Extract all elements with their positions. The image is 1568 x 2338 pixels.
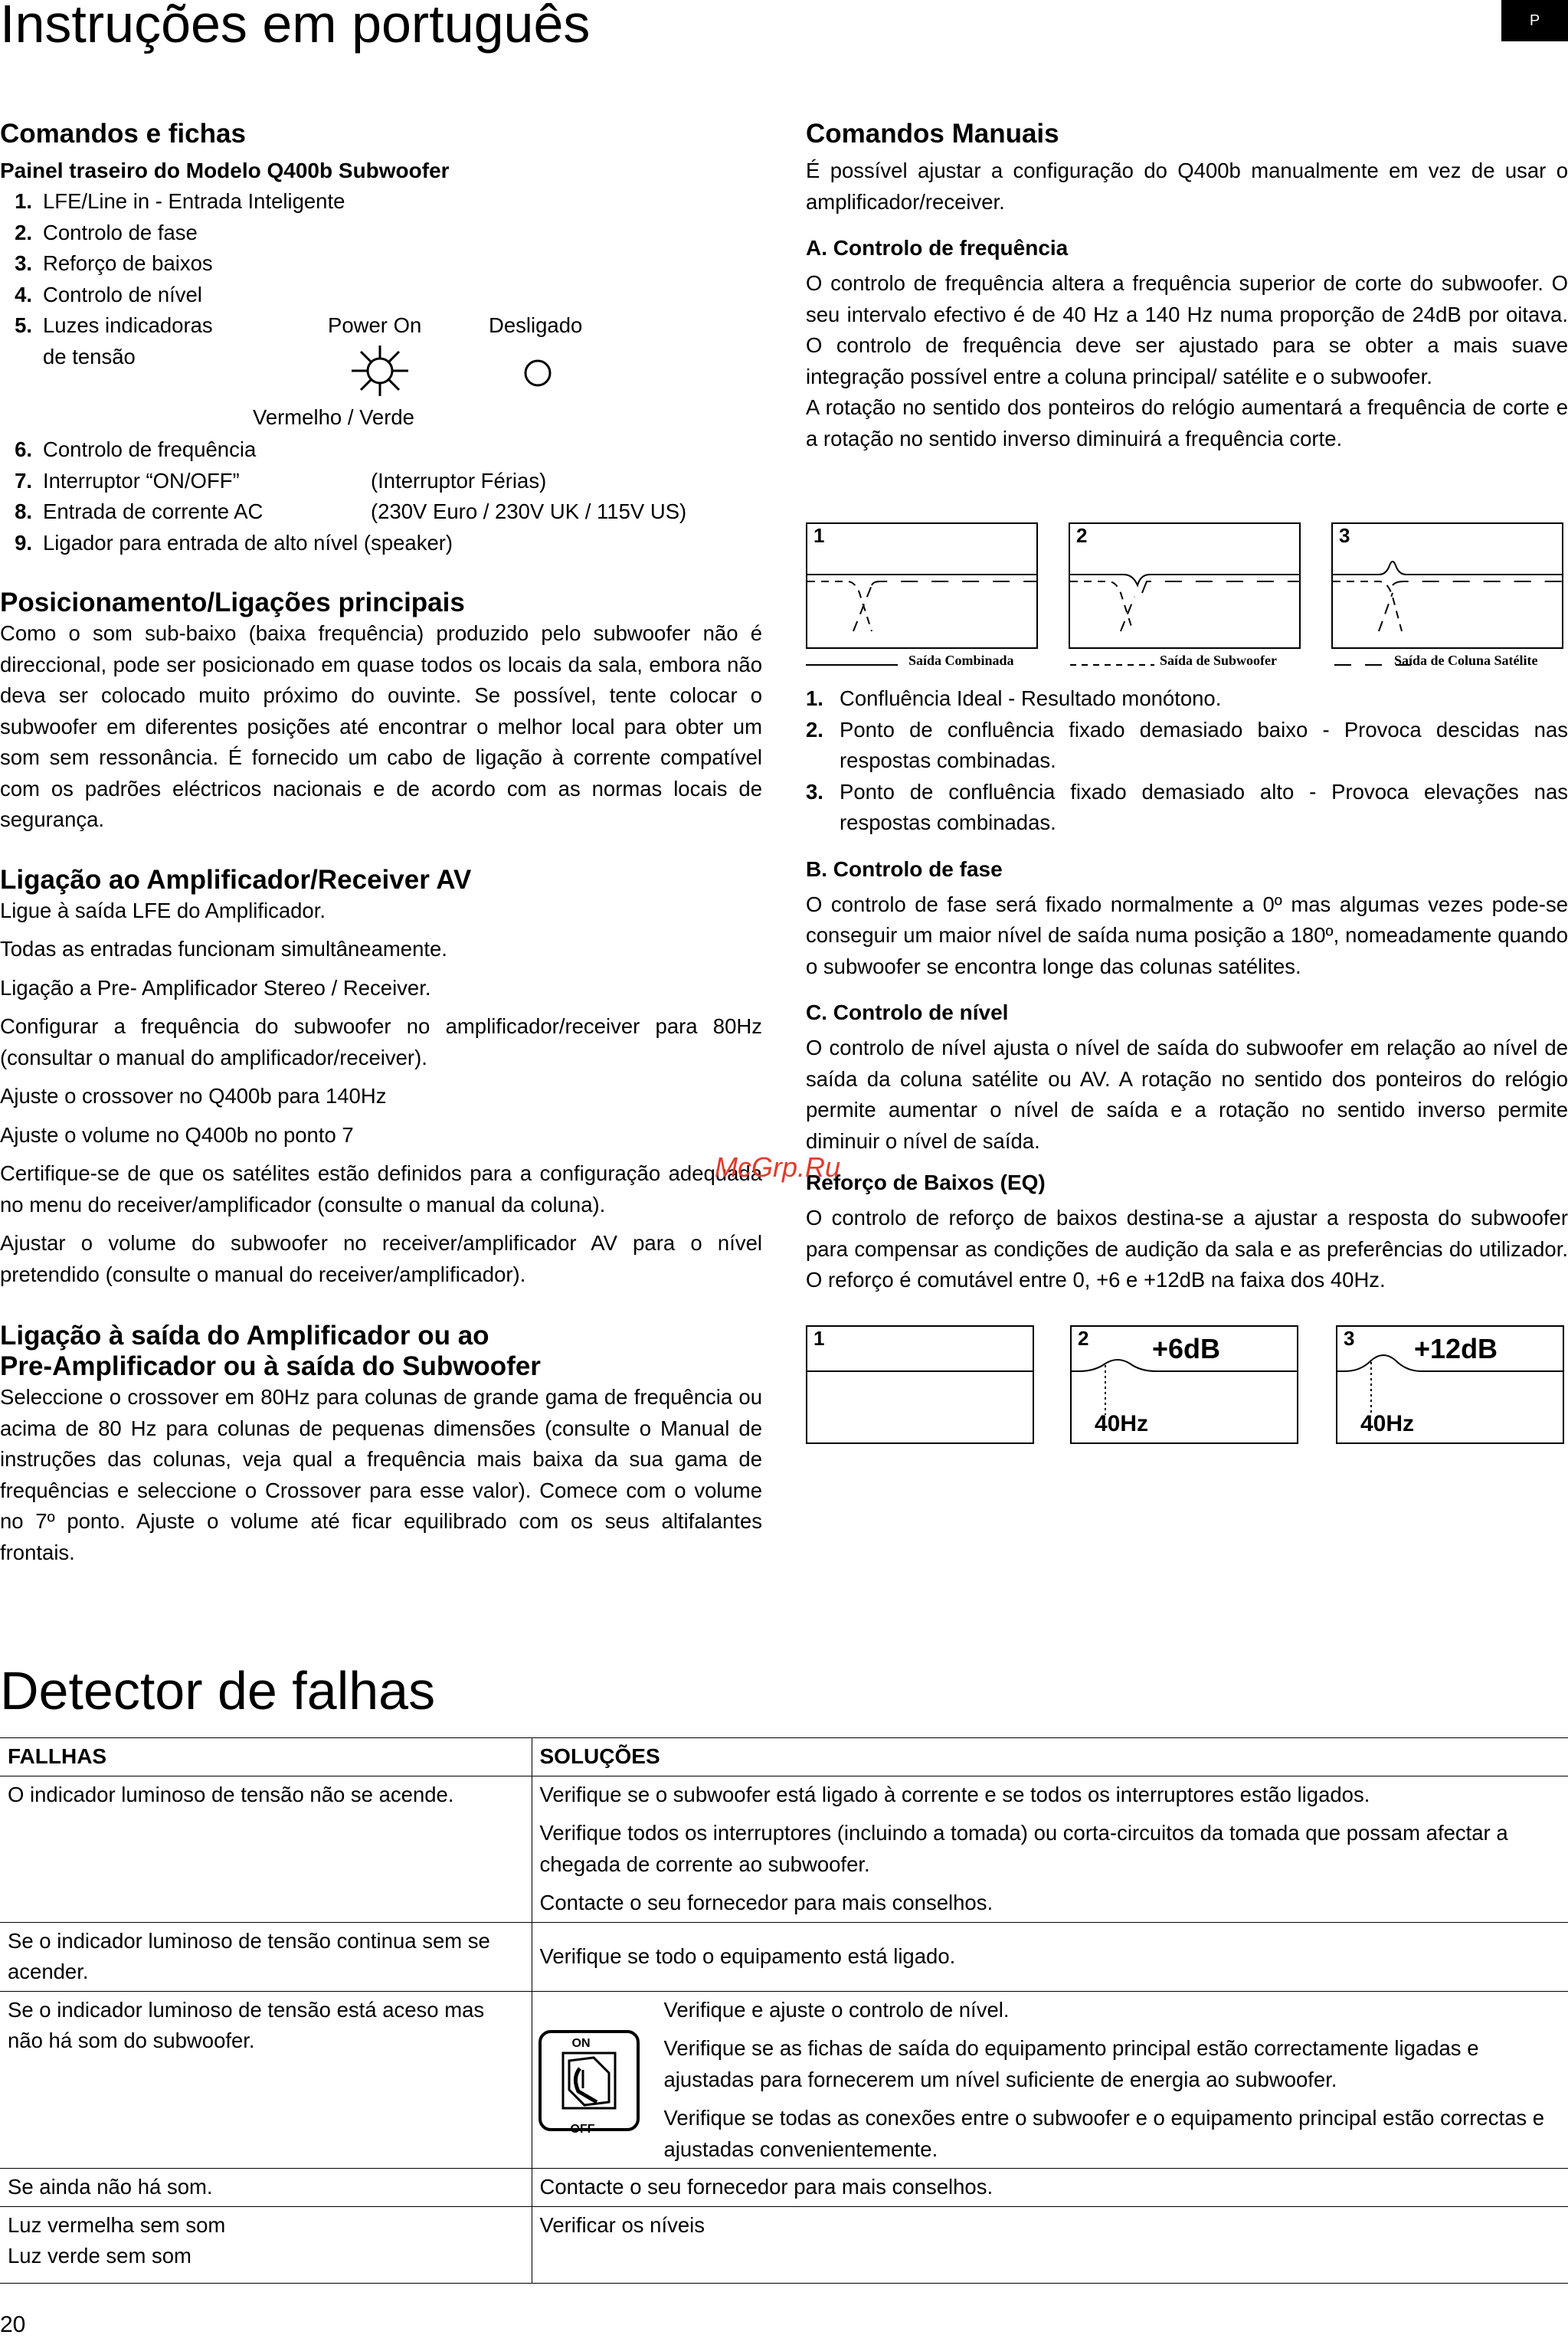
- panel-heading: Painel traseiro do Modelo Q400b Subwoofer: [0, 159, 450, 182]
- list-item: 1. Confluência Ideal - Resultado monótono.: [806, 686, 1222, 710]
- solution-cell: Verifique se o subwoofer está ligado à corrente e se todos os interruptores estão ligados. Verifique todos os interruptores (incluindo a tomada) ou corta-circuitos da tomada que possam afectar a chegada de corrente ao subwoofer. Contacte o seu fornecedor para mais conselhos.: [532, 1776, 1568, 1922]
- led-off-icon: [522, 358, 553, 388]
- paragraph: Ajuste o crossover no Q400b para 140Hz: [0, 1084, 387, 1108]
- phase-heading: B. Controlo de fase: [806, 856, 1003, 881]
- frequency-heading: A. Controlo de frequência: [806, 236, 1069, 260]
- paragraph: Configurar a frequência do subwoofer no amplificador/receiver para 80Hz (consultar o manual do amplificador/receiver).: [0, 1014, 762, 1069]
- panel-label: 3: [1339, 524, 1350, 547]
- switch-on-label: ON: [571, 2036, 591, 2050]
- section-heading-commands: Comandos e fichas: [0, 119, 246, 149]
- list-item: 9. Ligador para entrada de alto nível (speaker): [15, 530, 453, 555]
- solution-cell: ON OFF Verifique e ajuste o controlo de nível. Verifique se as fichas de saída do equipamento principal estão correctamente ligadas e ajustadas para fornecerem um nível suficiente de energia ao subwoofer. Verifique se todas as conexões entre o subwoofer e o equipamento principal estão correctas e ajustadas convenientemente.: [532, 1991, 1568, 2169]
- troubleshooting-table: [0, 1737, 1568, 2284]
- table-row: [0, 1991, 1568, 2169]
- column-header-faults: FALLHAS: [0, 1738, 532, 1776]
- eq-freq-label: 40Hz: [1360, 1411, 1415, 1436]
- fault-cell: Se o indicador luminoso de tensão continua sem se acender.: [0, 1922, 532, 1991]
- fault-cell: Se o indicador luminoso de tensão está aceso mas não há som do subwoofer.: [0, 1991, 532, 2169]
- list-item: 7. Interruptor “ON/OFF” (Interruptor Férias): [15, 468, 547, 493]
- paragraph: Certifique-se de que os satélites estão definidos para a configuração adequada no menu do receiver/amplificador (consulte o manual da coluna).: [0, 1161, 762, 1216]
- fault-cell: Se ainda não há som.: [0, 2169, 532, 2207]
- list-item: 6. Controlo de frequência: [15, 437, 257, 461]
- troubleshooting-title: Detector de falhas: [0, 1661, 436, 1721]
- paragraph: Todas as entradas funcionam simultâneamente.: [0, 937, 447, 961]
- crossover-list: [806, 683, 1568, 839]
- panel-label: 2: [1076, 524, 1088, 547]
- legend-combined: Saída Combinada: [908, 653, 1014, 668]
- solution-cell: Contacte o seu fornecedor para mais conselhos.: [532, 2169, 1568, 2207]
- paragraph: Ligue à saída LFE do Amplificador.: [0, 898, 326, 922]
- panel-label: 2: [1078, 1327, 1089, 1350]
- table-row: [0, 2169, 1568, 2207]
- fault-cell: Luz vermelha sem som Luz verde sem som: [0, 2206, 532, 2283]
- eq-figure: [806, 1325, 1568, 1444]
- legend-subwoofer-line: [1070, 663, 1154, 666]
- eq-panel-2: [1070, 1325, 1298, 1444]
- paragraph: Ajuste o volume no Q400b no ponto 7: [0, 1122, 354, 1147]
- table-row: [0, 1776, 1568, 1922]
- manual-controls-heading: Comandos Manuais: [806, 119, 1059, 149]
- left-column: [0, 119, 762, 1576]
- eq-freq-label: 40Hz: [1095, 1411, 1149, 1436]
- language-tab: P: [1501, 0, 1568, 41]
- list-item: 8. Entrada de corrente AC (230V Euro / 230V UK / 115V US): [15, 499, 687, 523]
- frequency-text-2: A rotação no sentido dos ponteiros do relógio aumentará a frequência de corte e a rotação no sentido inverso diminuirá a frequência corte.: [806, 395, 1568, 450]
- section-heading-av-receiver: Ligação ao Amplificador/Receiver AV: [0, 864, 472, 895]
- panel-label: 1: [813, 1327, 825, 1350]
- fault-cell: O indicador luminoso de tensão não se acende.: [0, 1776, 532, 1922]
- led-colors-label: Vermelho / Verde: [253, 405, 414, 429]
- table-row: [0, 1922, 1568, 1991]
- manual-intro: É possível ajustar a configuração do Q400b manualmente em vez de usar o amplificador/receiver.: [806, 159, 1568, 214]
- legend-combined-line: [806, 663, 898, 666]
- list-item: 3. Ponto de confluência fixado demasiado alto - Provoca elevações nas respostas combinadas.: [806, 779, 1568, 834]
- legend-satellite: Saída de Coluna Satélite: [1394, 653, 1538, 668]
- positioning-text: Como o som sub-baixo (baixa frequência) produzido pelo subwoofer não é direccional, pode ser posicionado em quase todos os locais da sala, embora não deva ser colocado muito próximo do ouvinte. Se possível, tente colocar o subwoofer em diferentes posições até encontrar o melhor local para obter um som sem ressonância. É fornecido um cabo de ligação à corrente compatível com os padrões eléctricos nacionais e de acordo com as normas locais de segurança.: [0, 621, 762, 831]
- list-item: 3. Reforço de baixos: [15, 251, 213, 275]
- table-header-row: [0, 1738, 1568, 1776]
- list-item: 4. Controlo de nível: [15, 282, 202, 306]
- paragraph: Ligação a Pre- Amplificador Stereo / Receiver.: [0, 975, 431, 1000]
- list-item: 1. LFE/Line in - Entrada Inteligente: [15, 189, 345, 213]
- column-header-solutions: SOLUÇÕES: [532, 1738, 1568, 1776]
- crossover-figure: [806, 522, 1568, 679]
- frequency-text: O controlo de frequência altera a frequência superior de corte do subwoofer. O seu intervalo efectivo é de 40 Hz a 140 Hz numa proporção de 24dB por oitava. O controlo de frequência deve ser ajustado para se obter a mais suave integração possível entre a coluna principal/ satélite e o subwoofer.: [806, 271, 1568, 388]
- eq-gain-label: +6dB: [1152, 1333, 1221, 1364]
- eq-heading: Reforço de Baixos (EQ): [806, 1171, 1046, 1194]
- table-row: [0, 2206, 1568, 2283]
- crossover-panel-2: [1069, 522, 1301, 649]
- solution-cell: Verificar os níveis: [532, 2206, 1568, 2283]
- crossover-panel-1: [806, 522, 1038, 649]
- panel-label: 1: [813, 524, 825, 547]
- legend-subwoofer: Saída de Subwoofer: [1160, 653, 1278, 668]
- eq-text: O controlo de reforço de baixos destina-se a ajustar a resposta do subwoofer para compensar as condições de audição da sala e as preferências do utilizador. O reforço é comutável entre 0, +6 e +12dB na faixa dos 40Hz.: [806, 1206, 1568, 1292]
- page-title: Instruções em português: [0, 0, 591, 54]
- paragraph: Ajustar o volume do subwoofer no receiver/amplificador AV para o nível pretendido (consulte o manual do receiver/amplificador).: [0, 1231, 762, 1286]
- led-on-icon: [347, 344, 413, 398]
- solution-cell: Verifique se todo o equipamento está ligado.: [532, 1922, 1568, 1991]
- crossover-panel-3: [1331, 522, 1563, 649]
- eq-panel-1: [806, 1325, 1034, 1444]
- list-item: 2. Ponto de confluência fixado demasiado baixo - Provoca descidas nas respostas combinadas.: [806, 717, 1568, 772]
- phase-text: O controlo de fase será fixado normalmente a 0º mas algumas vezes pode-se conseguir um maior nível de saída numa posição a 180º, nomeadamente quando o subwoofer se encontra longe das colunas satélites.: [806, 892, 1568, 978]
- level-heading: C. Controlo de nível: [806, 1000, 1009, 1024]
- eq-gain-label: +12dB: [1414, 1333, 1498, 1364]
- panel-list: [0, 186, 762, 558]
- right-column-lower: [806, 683, 1568, 1304]
- page-number: 20: [0, 2312, 26, 2337]
- list-item: 5. Luzes indicadoras de tensão Power On Desligado Vermelho / Verde: [0, 310, 762, 434]
- power-on-label: Power On: [328, 313, 422, 337]
- preamp-text: Seleccione o crossover em 80Hz para colunas de grande gama de frequência ou acima de 80 Hz para colunas de pequenas dimensões (consulte o Manual de instruções das colunas, veja qual a frequência mais baixa da sua gama de frequências e seleccione o Crossover para esse valor). Comece com o volume no 7º ponto. Ajuste o volume até ficar equilibrado com os seus altifalantes frontais.: [0, 1385, 762, 1564]
- right-column: [806, 119, 1568, 462]
- eq-panel-3: [1336, 1325, 1564, 1444]
- level-text: O controlo de nível ajusta o nível de saída do subwoofer em relação ao nível de saída da coluna satélite ou AV. A rotação no sentido dos ponteiros do relógio permite aumentar o nível de saída e a rotação no sentido inverso permite diminuir o nível de saída.: [806, 1036, 1568, 1153]
- desligado-label: Desligado: [489, 313, 583, 337]
- list-item: 2. Controlo de fase: [15, 220, 198, 244]
- watermark: McGrp.Ru: [715, 1151, 841, 1183]
- panel-label: 3: [1344, 1327, 1355, 1350]
- switch-off-label: OFF: [570, 2122, 595, 2136]
- section-heading-positioning: Posicionamento/Ligações principais: [0, 588, 465, 617]
- section-heading-preamp: Ligação à saída do Amplificador ou ao Pre-Amplificador ou à saída do Subwoofer: [0, 1321, 541, 1381]
